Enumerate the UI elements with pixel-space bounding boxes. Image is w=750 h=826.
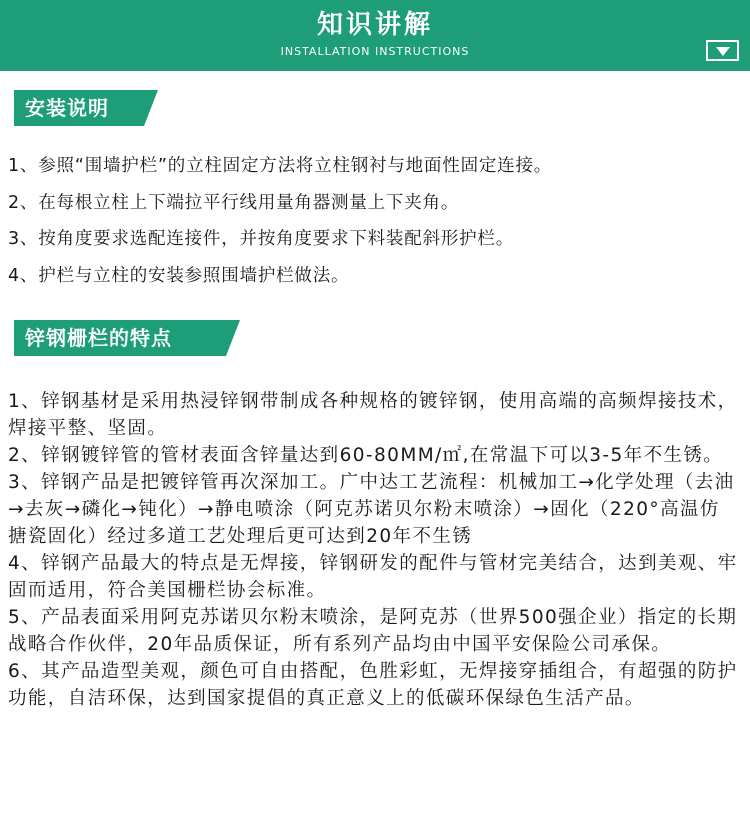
feature-item: 5、产品表面采用阿克苏诺贝尔粉末喷涂，是阿克苏（世界500强企业）指定的长期战略合作伙伴，20年品质保证，所有系列产品均由中国平安保险公司承保。 — [8, 607, 738, 655]
install-heading-text: 安装说明 — [25, 96, 109, 120]
feature-item: 6、其产品造型美观，颜色可自由搭配，色胜彩虹，无焊接穿插组合，有超强的防护功能，自洁环保，达到国家提倡的真正意义上的低碳环保绿色生活产品。 — [8, 661, 738, 709]
feature-item: 1、锌钢基材是采用热浸锌钢带制成各种规格的镀锌钢，使用高端的高频焊接技术，焊接平整、坚固。 — [8, 391, 738, 439]
feature-item: 2、锌钢镀锌管的管材表面含锌量达到60-80MM/㎡,在常温下可以3-5年不生锈。 — [8, 445, 724, 466]
features-list — [8, 388, 738, 712]
page-title: 知识讲解 — [316, 10, 433, 40]
feature-item: 3、锌钢产品是把镀锌管再次深加工。广中达工艺流程：机械加工→化学处理（去油→去灰→磷化→钝化）→静电喷涂（阿克苏诺贝尔粉末喷涂）→固化（220°高温仿搪瓷固化）经过多道工艺处理后更可达到20年不生锈 — [8, 472, 735, 547]
feature-item: 4、锌钢产品最大的特点是无焊接，锌钢研发的配件与管材完美结合，达到美观、牢固而适用，符合美国栅栏协会标准。 — [8, 553, 738, 601]
install-step: 4、护栏与立柱的安装参照围墙护栏做法。 — [8, 265, 350, 286]
features-heading-text: 锌钢栅栏的特点 — [25, 326, 172, 350]
header-banner — [0, 0, 750, 71]
install-section-heading — [14, 90, 158, 126]
features-section-heading — [14, 320, 240, 356]
install-steps-list — [8, 148, 744, 294]
install-step: 2、在每根立柱上下端拉平行线用量角器测量上下夹角。 — [8, 192, 460, 213]
page-subtitle: INSTALLATION INSTRUCTIONS — [280, 45, 470, 58]
collapse-toggle-button[interactable] — [706, 40, 739, 61]
install-step: 1、参照“围墙护栏”的立柱固定方法将立柱钢衬与地面性固定连接。 — [8, 156, 553, 176]
install-step: 3、按角度要求选配连接件，并按角度要求下料装配斜形护栏。 — [8, 229, 515, 250]
chevron-down-icon — [715, 45, 731, 57]
